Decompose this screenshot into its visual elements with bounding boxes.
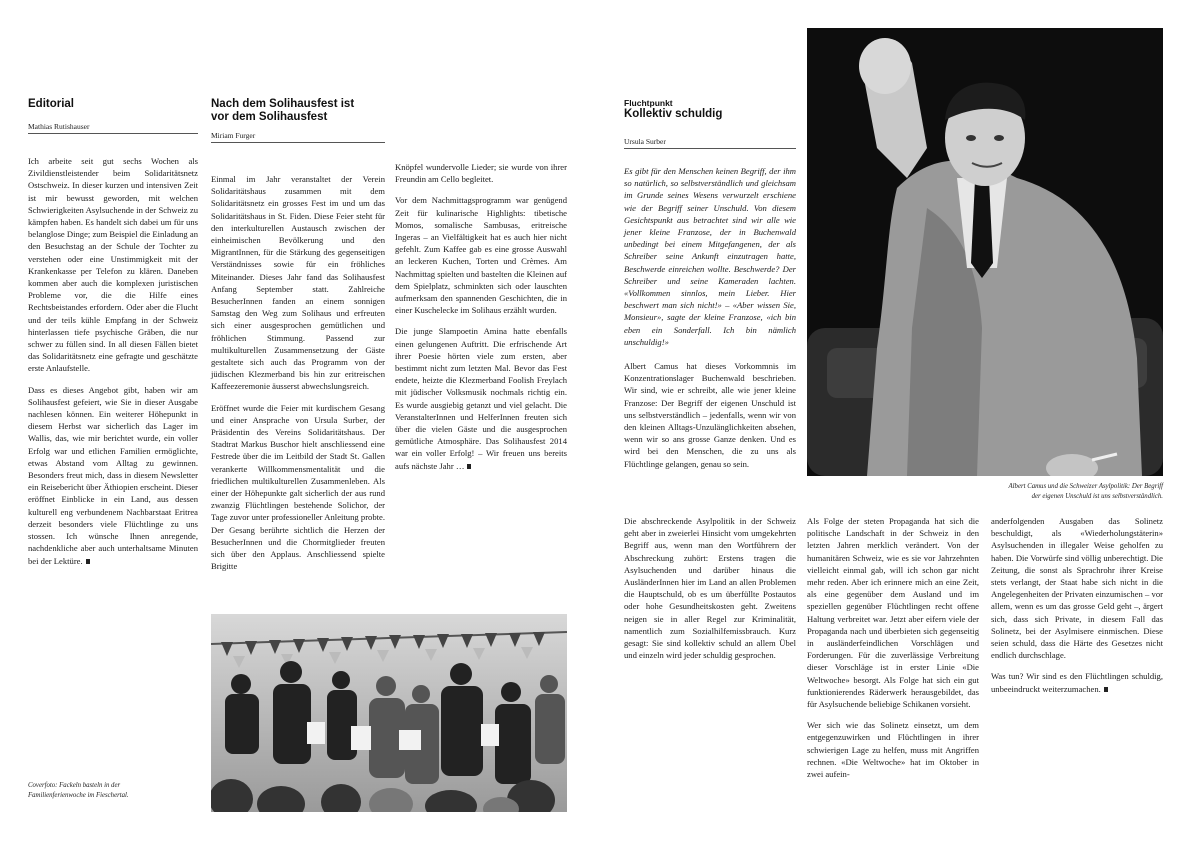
- fluchtpunkt-kicker: Fluchtpunkt: [624, 98, 673, 108]
- camus-photo-image: [807, 28, 1163, 476]
- fluchtpunkt-column-3: [807, 515, 979, 780]
- editorial-paragraph: Ich arbeite seit gut sechs Wochen als Zivildienstleistender beim Solidaritätsnetz Ostschweiz. In dieser kurzen und intensiven Zeit ist mir bewusst geworden, mit welchen Schwierigkeiten Asylsuchende in der Schweiz zu kämpfen haben. Es handelt sich dabei um für uns belanglose Dinge; zum Beispiel die Einladung an den Besuchstag an der Schule der Tochter zu verstehen oder eine Unstimmigkeit mit der Krankenkasse per Telefon zu klären. Daneben kommen aber auch die komplexen juristischen Probleme vor, die die Hilfe eines Rechtsbeistandes erfordern. Oder aber die Flucht und der teils kühle Empfang in der Schweiz hinterlassen tiefe psychische Gräben, die nur schwer zu füllen sind. In all diesen Fällen bietet das Solidaritätsnetz eine gefragte und geschätzte erste Anlaufstelle.: [28, 156, 198, 374]
- solihaus-heading-line1: Nach dem Solihausfest ist: [211, 98, 355, 110]
- camus-quote: Es gibt für den Menschen keinen Begriff, der ihm so natürlich, so selbstverständlich und gleichsam im Grunde seines Wesens verwurzelt erschiene wie der Begriff seiner Unschuld. Von diesem Gesichtspunkt aus betrachtet sind wir alle wie jener kleine Franzose, der in Buchenwald unbedingt bei einem Mitgefangenen, der als Schreiber seine Ankunft einzutragen hatte, Beschwerde einreichen wollte. Beschwerde? Der Schreiber und seine Kameraden lachten. «Vollkommen sinnlos, mein Lieber. Hier beschwert man sich nicht!» – «Aber wissen Sie, Monsieur», sagte der kleine Franzose, «ich bin eben ein Sonderfall. Ich bin nämlich unschuldig!»: [624, 166, 796, 347]
- fluchtpunkt-paragraph: Wer sich wie das Solinetz einsetzt, um dem entgegenzuwirken und Flüchtlingen in ihrer schwierigen Lage zu helfen, muss mit Angriffen rechnen. «Die Weltwoche» hat im Oktober in zwei aufein-: [807, 720, 979, 780]
- fluchtpunkt-column-4: [991, 515, 1163, 695]
- fluchtpunkt-paragraph: Albert Camus hat dieses Vorkommnis im Konzentrationslager Buchenwald beschrieben. Wir sind, wie er schreibt, alle wie jener kleine Franzose: Der Begriff der eigenen Unschuld ist uns selbstverständlich – jedenfalls, wenn wir von den kleinen Alltags-Unzulänglichkeiten absehen, wenn wir so ans grosse Ganze denken. Und es wird bei den Menschen, die zu uns als Flüchtlinge gelangen, genau so sein.: [624, 361, 796, 469]
- cover-caption: Coverfoto: Fackeln basteln in der Familienferienwoche im Fieschertal.: [28, 782, 129, 799]
- solihaus-paragraph: Eröffnet wurde die Feier mit kurdischem Gesang und einer Ansprache von Ursula Surber, der Präsidentin des Vereins Solidaritätshaus. Der Stadtrat Markus Buschor hielt anschliessend eine Festrede über die im Leitbild der Stadt St. Gallen verankerte Willkommensmentalität und die friedlichen multikulturellen Zusammenleben. Als einer der Höhepunkte galt sicherlich der aus rund zwanzig Flüchtlingen bestehende Solichor, der Tage zuvor unter professioneller Anleitung probte. Der Gesang berührte sichtlich die Herzen der BesucherInnen und die Chormitglieder freuten sich über den Applaus. Anschliessend spielte Brigitte: [211, 402, 385, 572]
- fluchtpunkt-heading: Kollektiv schuldig: [624, 108, 723, 120]
- camus-caption-line2: der eigenen Unschuld ist uns selbstverständlich.: [1031, 493, 1163, 500]
- editorial-column: [28, 98, 198, 567]
- fluchtpunkt-paragraph: anderfolgenden Ausgaben das Solinetz beschuldigt, als «Wiederholungstäterin» Asylsuchenden in illegaler Weise geholfen zu haben. Die Vorwürfe sind völlig unberechtigt. Die Zeitung, die sonst als Sprachrohr ihrer Kreise stets verlangt, der Staat habe sich nicht in die Angelegenheiten der Privaten einzumischen – vor allem, wenn es um das grosse Geld geht –, ärgert sich, dass sich Private, in diesem Fall das Solinetz, bei der Asylmisere einmischen. Diese seien schuld, dass die Härte des Gesetzes nicht endlich durchschlage.: [991, 516, 1163, 661]
- camus-caption-line1: Albert Camus und die Schweizer Asylpolitik: Der Begriff: [1008, 483, 1163, 490]
- fluchtpunkt-paragraph: Die abschreckende Asylpolitik in der Schweiz geht aber in zweierlei Hinsicht vom umgekehrten Begriff aus, wenn man den Wortführern der Abschreckung zuhört: Erstens tragen die Asylsuchenden und darüber hinaus die AusländerInnen hier im Land an allen Problemen die Hauptschuld, ob es um überfüllte Postautos oder hohe Gesundheitskosten geht. Zweitens neigen sie in aller Regel zur Kriminalität, namentlich zum Sozialhilfemissbrauch. Kurz gesagt: Sie sind kollektiv schuld an allem Übel und einzeln wird jeder schuldig gesprochen.: [624, 516, 796, 661]
- solihaus-column-2: [395, 161, 567, 472]
- fluchtpunkt-author: Ursula Surber: [624, 137, 796, 149]
- editorial-body: [28, 155, 198, 567]
- solihaus-header: [211, 98, 385, 143]
- solihaus-paragraph: Einmal im Jahr veranstaltet der Verein Solidaritätshaus zusammen mit dem Solidaritätsnetz ein grosses Fest im und um das Solidaritätshaus in St. Fiden. Diese Feier steht für den interkulturellen Austausch zwischen der einheimischen Bevölkerung und den MigrantInnen, für die Stärkung des gegenseitigen Verständnisses sowie für ein fröhliches Miteinander. Dieses Jahr fand das Solihausfest Anfang September statt. Zahlreiche BesucherInnen fanden an einem sonnigen Samstag den Weg zum Solihaus und erfreuten sich einer ausgesprochen gemütlichen und fröhlichen Stimmung. Passend zur multikulturellen Zusammensetzung der Gäste gestaltete sich auch das Programm von der jüdischen Klezmerband bis hin zur eritreischen Kaffeezeremonie äusserst abwechslungsreich.: [211, 174, 385, 392]
- editorial-author: Mathias Rutishauser: [28, 122, 198, 134]
- solihaus-heading-line2: vor dem Solihausfest: [211, 111, 328, 123]
- end-mark: [1104, 687, 1108, 692]
- festival-photo: [211, 614, 567, 812]
- camus-photo: [807, 28, 1163, 476]
- fluchtpunkt-column-1: [624, 165, 796, 470]
- festival-photo-image: [211, 614, 567, 812]
- solihaus-column-1: [211, 173, 385, 573]
- solihaus-paragraph: Knöpfel wundervolle Lieder; sie wurde von ihrer Freundin am Cello begleitet.: [395, 162, 567, 185]
- editorial-paragraph: Dass es dieses Angebot gibt, haben wir am Solihausfest gefeiert, wie Sie in dieser Ausgabe nachlesen können. Ein weiterer Höhepunkt in diesem Herbst war sicherlich das Lager im Wallis, das, wie mir berichtet wurde, ein voller Erfolg war und etlichen Familien ermöglichte, etwas Abstand vom Alltag zu gewinnen. Besonders freut mich, dass in diesem Newsletter ein Reisebericht über Äthiopien erscheint. Dieser eröffnet Einblicke in ein Land, aus dessen kulturell eng verbundenem Nachbarstaat Eritrea derzeit besonders viele Flüchtlinge zu uns stossen. Ich wünsche Ihnen anregende, nachdenkliche aber auch unterhaltsame Minuten bei der Lektüre.: [28, 384, 198, 566]
- editorial-heading: Editorial: [28, 98, 75, 110]
- solihaus-paragraph: Die junge Slampoetin Amina hatte ebenfalls einen gelungenen Auftritt. Die erfrischende Art ihrer Poesie hörten viele zum ersten, aber bestimmt nicht zum letzten Mal. Bevor das Fest endete, heizte die Klezmerband Foolish Freylach mit jüdischer Volksmusik nochmals richtig ein. Es wurde ausgiebig getanzt und viel gelacht. Die VeranstalterInnen und HelferInnen freuten sich über die vielen Gäste und die ausgesprochen gemütliche Atmosphäre. Das Solihausfest 2014 war ein voller Erfolg! – Wir freuen uns bereits aufs nächste Jahr …: [395, 326, 567, 471]
- camus-photo-caption: [807, 482, 1163, 502]
- end-mark: [467, 464, 471, 469]
- fluchtpunkt-paragraph: Was tun? Wir sind es den Flüchtlingen schuldig, unbeeindruckt weiterzumachen.: [991, 671, 1163, 694]
- solihaus-author: Miriam Furger: [211, 131, 385, 143]
- fluchtpunkt-header: [624, 98, 796, 149]
- fluchtpunkt-column-2: [624, 515, 796, 661]
- fluchtpunkt-paragraph: Als Folge der steten Propaganda hat sich die politische Landschaft in der Schweiz in den letzten Jahren merklich verändert. Von der humanitären Schweiz, wie es sie vor Jahrzehnten vielleicht einmal gab, will ich schon gar nicht mehr reden. Aber ich erinnere mich an eine Zeit, als eine gegenüber dem Ausland und im speziellen gegenüber Flüchtlingen recht offene Haltung verbreitet war. Jetzt aber eifern viele der Propaganda nach und überbieten sich gegenseitig in ausländerfeindlichen Vorschlägen und Forderungen. Für die zuverlässige Verbreitung dieser Vorschläge ist in erster Linie «Die Weltwoche» besorgt. Als Folge hat sich ein gut funktionierendes Räderwerk herausgebildet, das für Asylsuchende beliebige Schikanen vorsieht.: [807, 516, 979, 710]
- end-mark: [86, 559, 90, 564]
- solihaus-paragraph: Vor dem Nachmittagsprogramm war genügend Zeit für kulinarische Highlights: tibetische Momos, somalische Sambusas, eritreische Ingeras – an Vielfältigkeit hat es auch hier nicht gefehlt. Zum Kaffee gab es eine grosse Auswahl an leckeren Kuchen, Torten und Crèmes. Am Nachmittag spielten und bastelten die Kleinen auf dem Spielplatz, schminkten sich oder lauschten aufmerksam den spannenden Geschichten, die in einer Kuschelecke im Solihaus erzählt wurden.: [395, 195, 567, 316]
